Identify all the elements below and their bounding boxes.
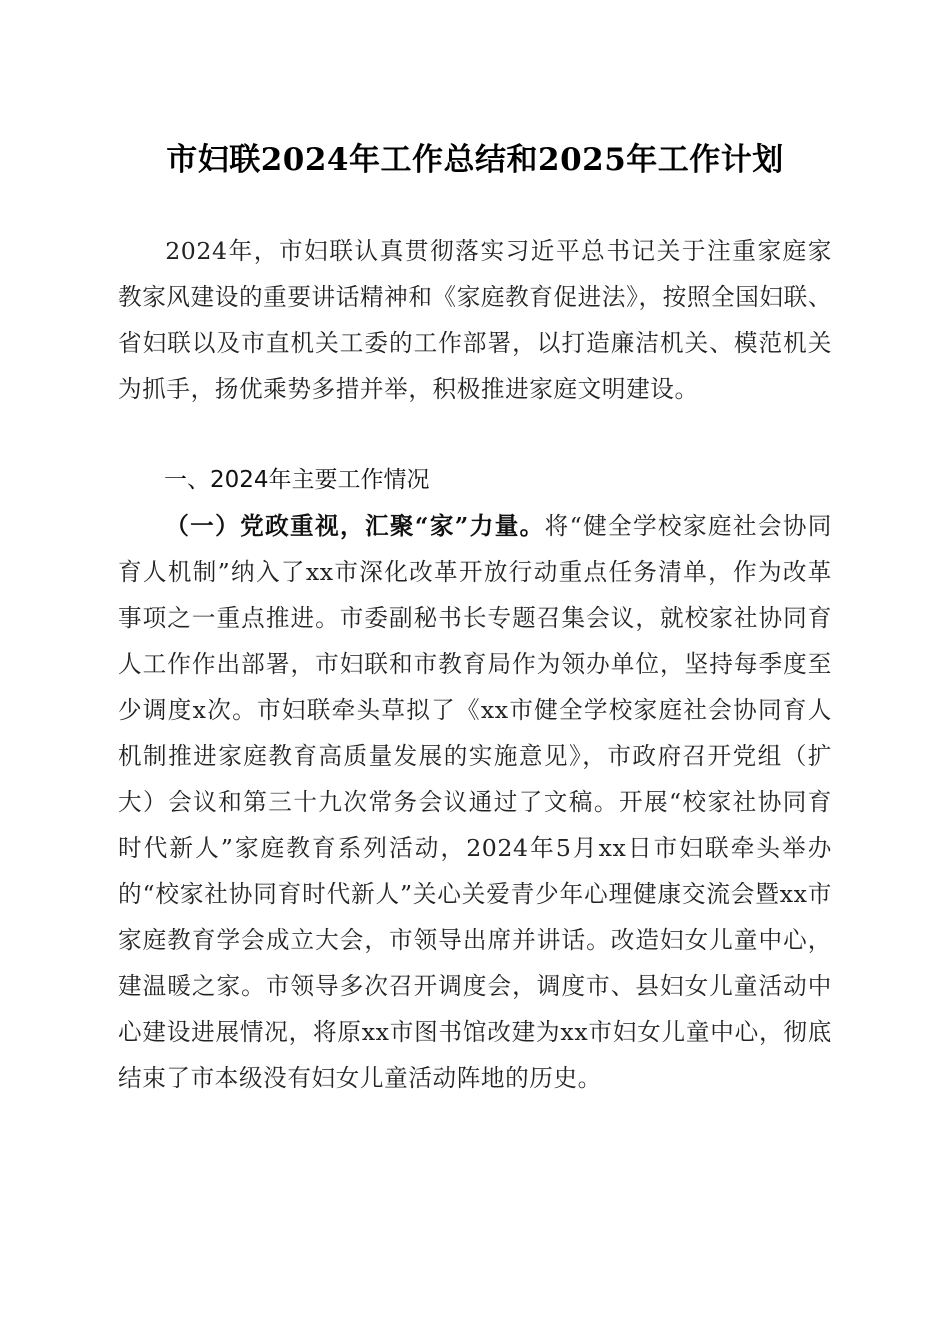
document-title: 市妇联2024年工作总结和2025年工作计划 (166, 142, 784, 178)
subsection-body: 将“健全学校家庭社会协同育人机制”纳入了xx市深化改革开放行动重点任务清单，作为改革事项之一重点推进。市委副秘书长专题召集会议，就校家社协同育人工作作出部署，市妇联和市教育局作为领办单位，坚持每季度至少调度x次。市妇联牵头草拟了《xx市健全学校家庭社会协同育人机制推进家庭教育高质量发展的实施意见》，市政府召开党组（扩大）会议和第三十九次常务会议通过了文稿。开展“校家社协同育时代新人”家庭教育系列活动，2024年5月xx日市妇联牵头举办的“校家社协同育时代新人”关心关爱青少年心理健康交流会暨xx市家庭教育学会成立大会，市领导出席并讲话。改造妇女儿童中心，建温暖之家。市领导多次召开调度会，调度市、县妇女儿童活动中心建设进展情况，将原xx市图书馆改建为xx市妇女儿童中心，彻底结束了市本级没有妇女儿童活动阵地的历史。 (118, 512, 833, 1092)
subsection-heading: （一）党政重视，汇聚“家”力量。 (165, 512, 545, 540)
section-heading: 一、2024年主要工作情况 (164, 467, 430, 493)
intro-paragraph: 2024年，市妇联认真贯彻落实习近平总书记关于注重家庭家教家风建设的重要讲话精神和《家庭教育促进法》，按照全国妇联、省妇联以及市直机关工委的工作部署，以打造廉洁机关、模范机关为抓手，扬优乘势多措并举，积极推进家庭文明建设。 (118, 237, 833, 403)
subsection-paragraph (118, 503, 832, 1101)
